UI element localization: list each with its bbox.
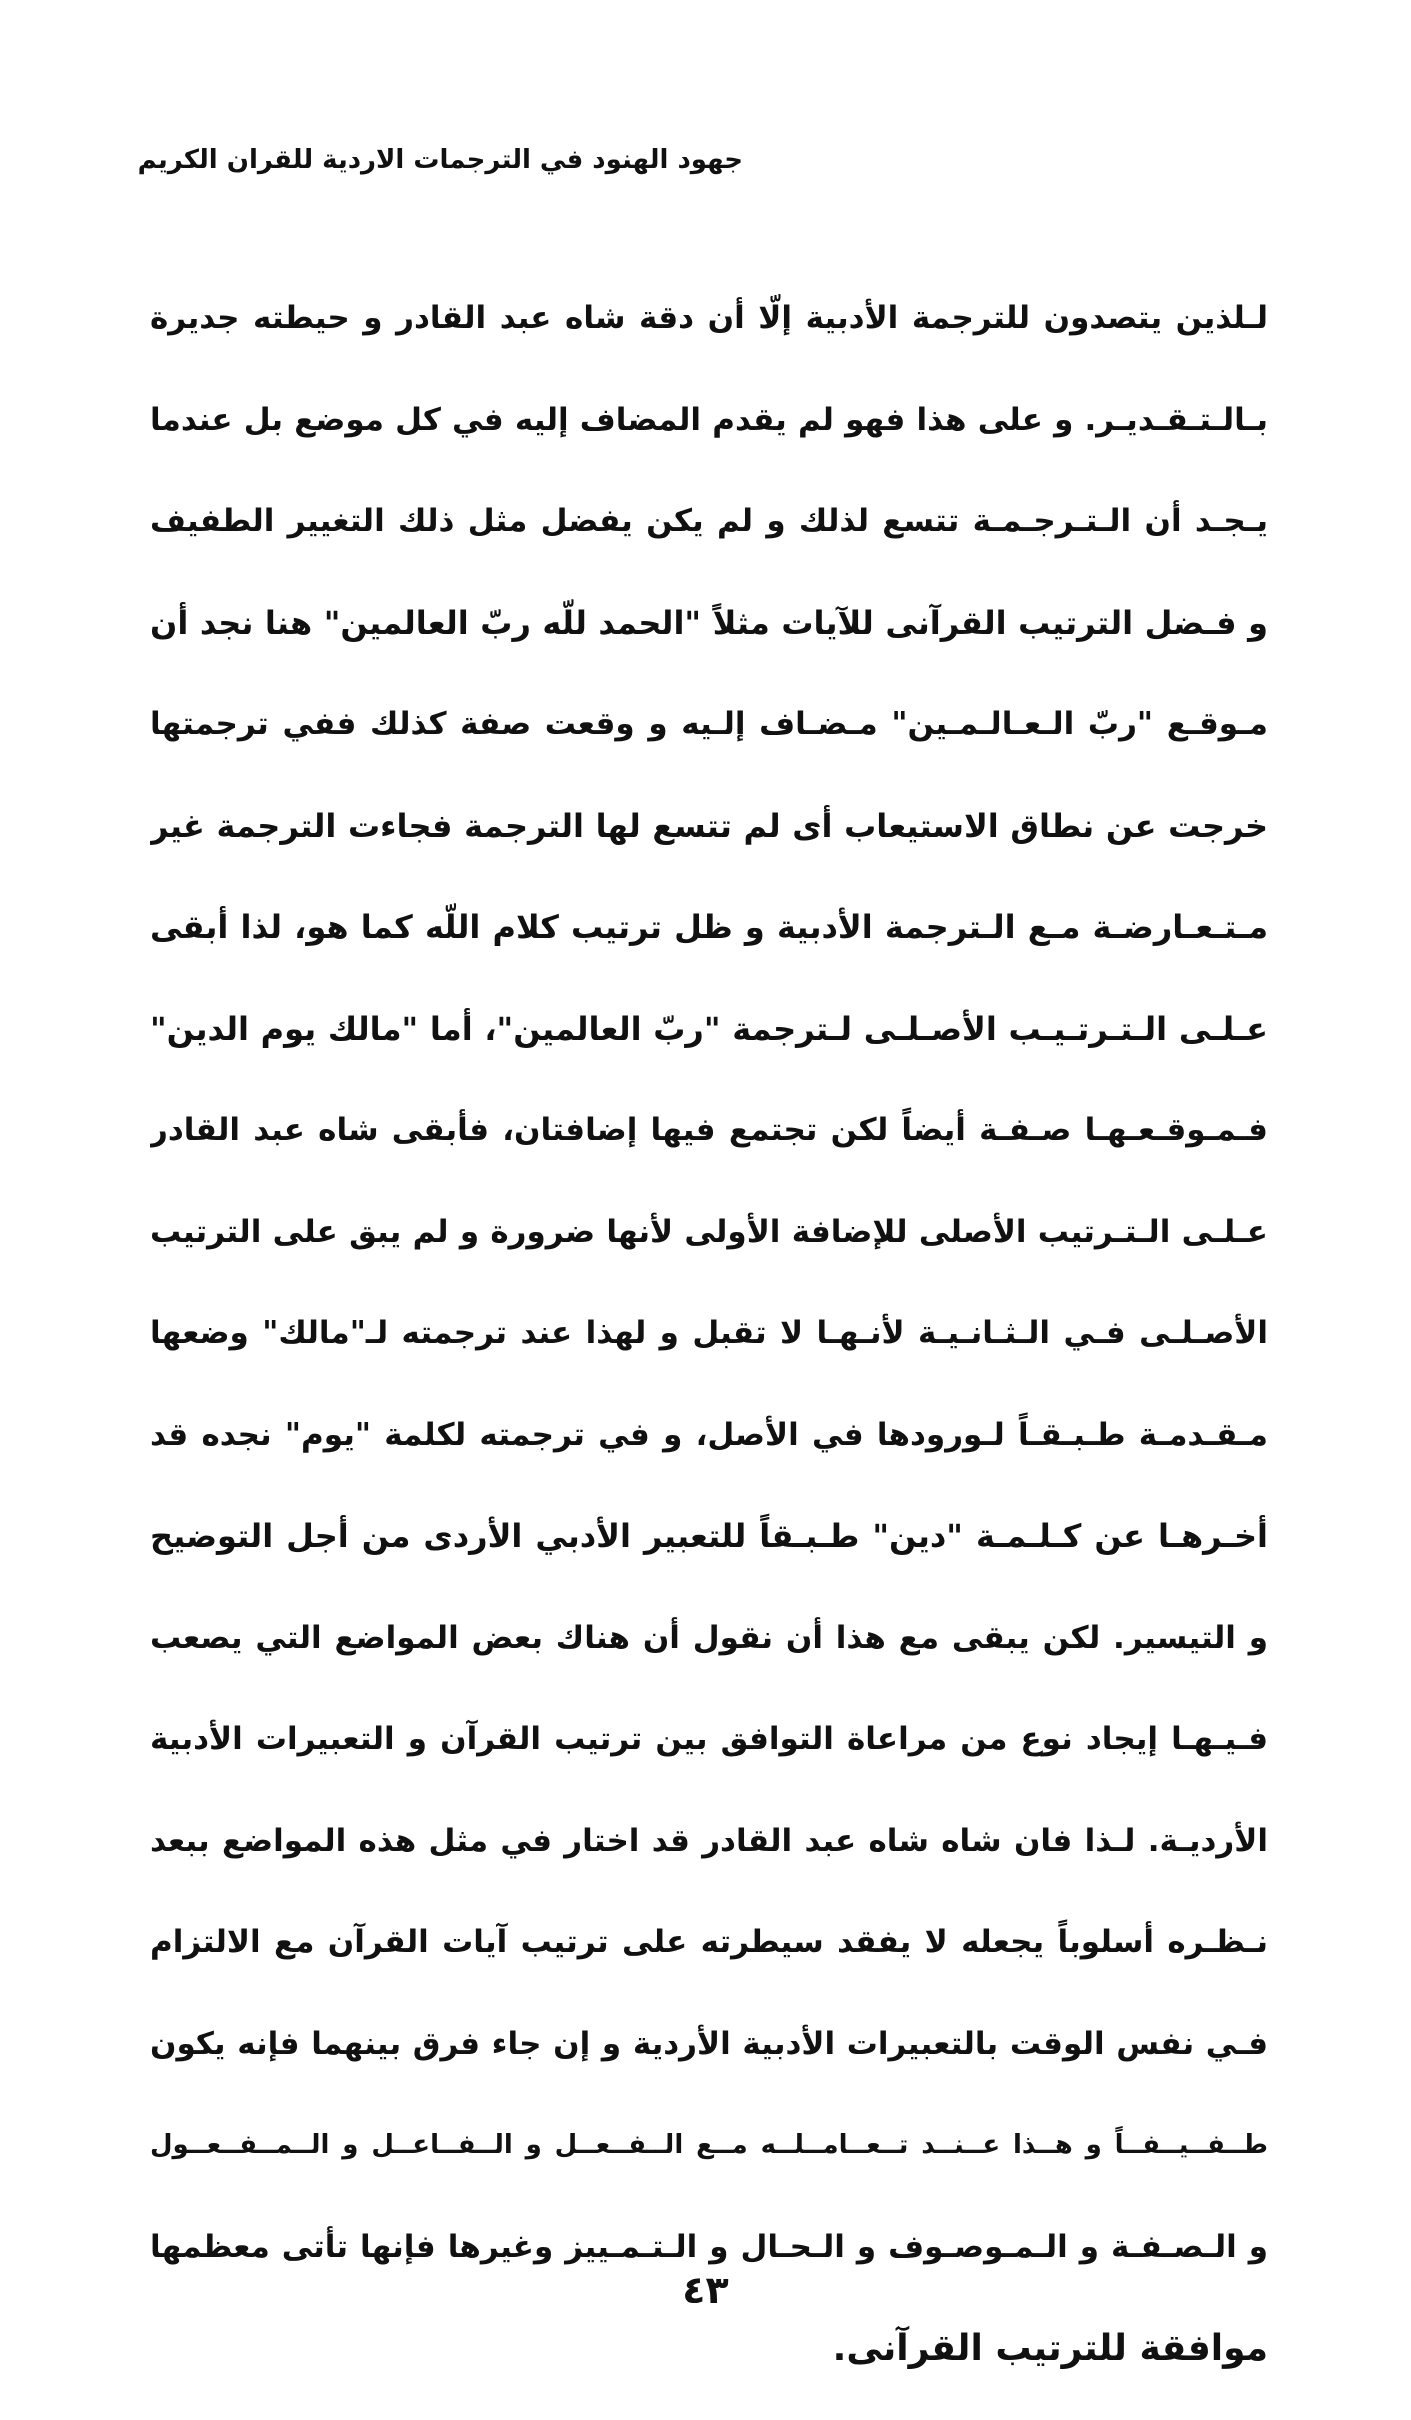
text-line: فـيـهـا إيجاد نوع من مراعاة التوافق بين ترتيب القرآن و التعبيرات الأدبية [150,1721,1268,1757]
text-line: لـلذين يتصدون للترجمة الأدبية إلّا أن دقة شاه عبد القادر و حيطته جديرة [150,300,1268,336]
page-number: ٤٣ [682,2268,729,2312]
text-line: بـالـتـقـديـر. و على هذا فهو لم يقدم المضاف إليه في كل موضع بل عندما [150,401,1268,438]
running-header: جهود الهنود في الترجمات الاردية للقران الكريم [137,145,743,175]
text-line: نـظـره أسلوباً يجعله لا يفقد سيطرته على ترتيب آيات القرآن مع الالتزام [150,1924,1268,1960]
text-line: فـي نفس الوقت بالتعبيرات الأدبية الأردية و إن جاء فرق بينهما فإنه يكون [150,2025,1268,2062]
text-line: الأصـلـى فـي الـثـانـيـة لأنـهـا لا تقبل و لهذا عند ترجمته لـ"مالك" وضعها [150,1315,1268,1351]
text-line: أخـرهـا عن كـلـمـة "دين" طـبـقاً للتعبير الأدبي الأردى من أجل التوضيح [150,1517,1268,1555]
text-line: خرجت عن نطاق الاستيعاب أى لم تتسع لها الترجمة فجاءت الترجمة غير [150,806,1268,845]
text-line: الأرديـة. لـذا فان شاه شاه عبد القادر قد اختار في مثل هذه المواضع ببعد [150,1822,1268,1859]
text-line: طــفــيــفــاً و هــذا عــنــد تــعــامــلــه مــع الــفــعــل و الــفــاعــل و الــمــفــعــول [150,2130,1268,2160]
text-line: فـمـوقـعـهـا صـفـة أيضاً لكن تجتمع فيها إضافتان، فأبقى شاه عبد القادر [150,1112,1268,1148]
text-line-last: موافقة للترتيب القرآنى. [832,2328,1268,2369]
text-line: و التيسير. لكن يبقى مع هذا أن نقول أن هناك بعض المواضع التي يصعب [150,1619,1268,1656]
text-line: مـوقـع "ربّ الـعـالـمـين" مـضـاف إلـيه و وقعت صفة كذلك ففي ترجمتها [150,706,1268,742]
text-line: عـلـى الـتـرتـيـب الأصـلـى لـترجمة "ربّ العالمين"، أما "مالك يوم الدين" [150,1009,1268,1048]
text-line: يـجـد أن الـتـرجـمـة تتسع لذلك و لم يكن يفضل مثل ذلك التغيير الطفيف [150,503,1268,539]
text-line: و فـضل الترتيب القرآنى للآيات مثلاً "الحمد للّه ربّ العالمين" هنا نجد أن [150,603,1268,642]
text-line: عـلـى الـتـرتيب الأصلى للإضافة الأولى لأنها ضرورة و لم يبق على الترتيب [150,1213,1268,1250]
text-line: مـتـعـارضـة مـع الـترجمة الأدبية و ظل ترتيب كلام اللّه كما هو، لذا أبقى [150,908,1268,946]
body-text [150,268,1268,2400]
text-line: و الـصـفـة و الـمـوصـوف و الـحـال و الـتـمـييز وغيرها فإنها تأتى معظمها [150,2228,1268,2265]
text-line: مـقـدمـة طـبـقـاً لـورودها في الأصل، و في ترجمته لكلمة "يوم" نجده قد [150,1416,1268,1453]
